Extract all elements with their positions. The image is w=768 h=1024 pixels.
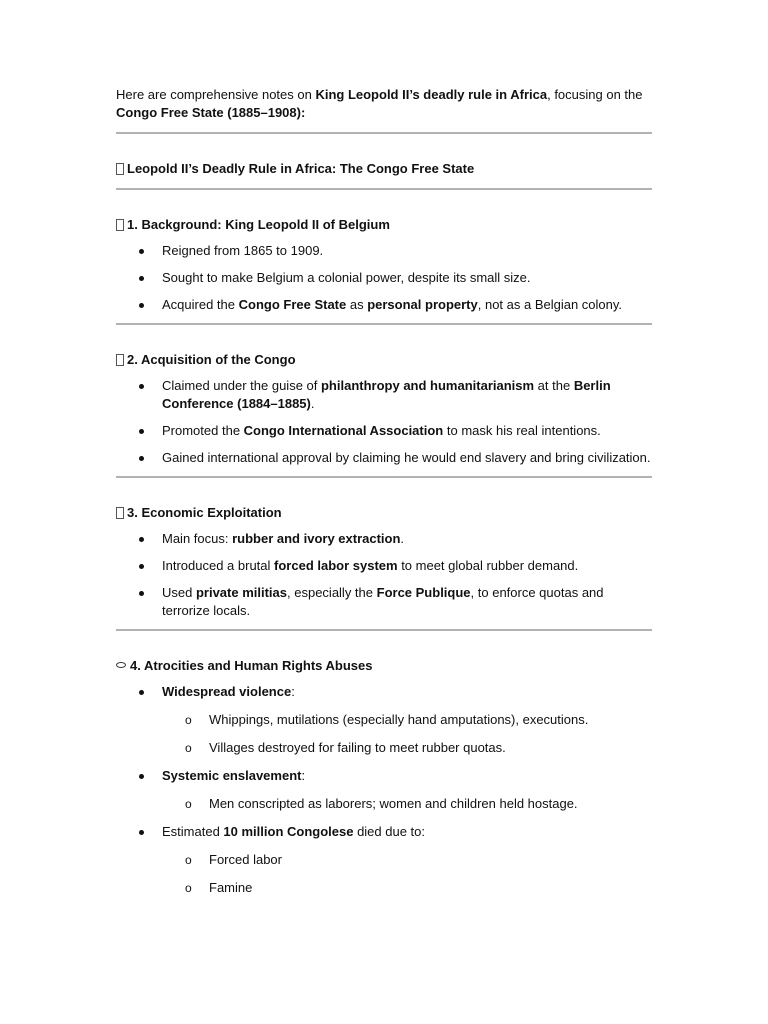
list-item-text: at the: [534, 378, 574, 393]
bullet-list: [116, 377, 652, 467]
list-item-text: died due to:: [353, 824, 426, 839]
list-item-text: Main focus:: [162, 531, 233, 546]
bullet-list: [116, 242, 652, 314]
list-item-bold: 10 million Congolese: [223, 824, 354, 839]
list-item: [116, 269, 652, 287]
intro-text: Here are comprehensive notes on: [116, 87, 316, 102]
list-item-text: Estimated: [162, 824, 224, 839]
list-item-text: :: [301, 768, 306, 783]
list-item-text: , not as a Belgian colony.: [477, 297, 623, 312]
list-item: [116, 296, 652, 314]
list-item-text: :: [291, 684, 295, 699]
sub-list-item-text: Villages destroyed for failing to meet rubber quotas.: [209, 740, 506, 755]
list-item-text: , especially the: [287, 585, 377, 600]
sub-list-item: [162, 711, 652, 729]
list-item-bold: Congo Free State: [238, 297, 347, 312]
list-item-bold: Congo International Association: [243, 423, 444, 438]
list-item-text: Acquired the: [162, 297, 239, 312]
list-item: [116, 449, 652, 467]
list-item-text: Promoted the: [162, 423, 244, 438]
divider: [116, 629, 652, 631]
divider: [116, 476, 652, 478]
sub-list-item-text: Men conscripted as laborers; women and children held hostage.: [209, 796, 578, 811]
list-item-bold: personal property: [367, 297, 478, 312]
list-item: [116, 557, 652, 575]
list-item: [116, 767, 652, 813]
missing-glyph-icon: [116, 354, 124, 366]
section-heading-text: 1. Background: King Leopold II of Belgium: [127, 217, 390, 232]
section-heading: [116, 351, 652, 369]
list-item-bold: rubber and ivory extraction: [232, 531, 401, 546]
section-heading-text: 2. Acquisition of the Congo: [127, 352, 296, 367]
list-item-text: Introduced a brutal: [162, 558, 275, 573]
list-item-text: to meet global rubber demand.: [397, 558, 579, 573]
sub-list-item-text: Whippings, mutilations (especially hand amputations), executions.: [209, 712, 589, 727]
document-body: [116, 86, 652, 907]
list-item-text: Reigned from 1865 to 1909.: [162, 243, 324, 258]
missing-glyph-icon: [116, 219, 124, 231]
divider: [116, 323, 652, 325]
section-heading-text: 3. Economic Exploitation: [127, 505, 282, 520]
divider: [116, 132, 652, 134]
list-item-bold: Berlin Conference (1884–1885): [162, 378, 611, 411]
sub-list-item: [162, 739, 652, 757]
intro-text: , focusing on the: [547, 87, 643, 102]
missing-glyph-icon: [116, 507, 124, 519]
list-item-bold: philanthropy and humanitarianism: [320, 378, 535, 393]
section-heading-text: 4. Atrocities and Human Rights Abuses: [130, 658, 373, 673]
list-item-text: Used: [162, 585, 196, 600]
sub-list-item: [162, 851, 652, 869]
missing-glyph-icon: [116, 163, 124, 175]
list-item-bold: Widespread violence: [162, 684, 292, 699]
intro-bold-topic: King Leopold II’s deadly rule in Africa: [315, 87, 548, 102]
intro-paragraph: [116, 86, 652, 122]
list-item: [116, 422, 652, 440]
document-title: [116, 160, 652, 178]
list-item-text: Sought to make Belgium a colonial power, despite its small size.: [162, 270, 531, 285]
sub-list-item: [162, 879, 652, 897]
list-item-text: to mask his real intentions.: [443, 423, 601, 438]
divider: [116, 188, 652, 190]
list-item-bold: Force Publique: [376, 585, 471, 600]
bullet-list: [116, 683, 652, 897]
list-item-bold: forced labor system: [274, 558, 398, 573]
list-item: [116, 683, 652, 757]
intro-bold-period: Congo Free State (1885–1908):: [116, 105, 306, 120]
sub-list: [162, 851, 652, 897]
sub-list: [162, 795, 652, 813]
list-item-bold: private militias: [195, 585, 288, 600]
sub-list-item: [162, 795, 652, 813]
section-heading: [116, 657, 652, 675]
list-item-text: Claimed under the guise of: [162, 378, 321, 393]
list-item-text: Gained international approval by claiming he would end slavery and bring civilization.: [162, 450, 651, 465]
list-item-text: as: [346, 297, 368, 312]
sub-list-item-text: Forced labor: [209, 852, 282, 867]
bullet-list: [116, 530, 652, 620]
list-item: [116, 242, 652, 260]
sub-list-item-text: Famine: [209, 880, 253, 895]
section-heading: [116, 216, 652, 234]
list-item-text: .: [310, 396, 315, 411]
list-item: [116, 823, 652, 897]
section-heading: [116, 504, 652, 522]
document-title-text: Leopold II’s Deadly Rule in Africa: The Congo Free State: [127, 161, 475, 176]
sub-list: [162, 711, 652, 757]
list-item-bold: Systemic enslavement: [162, 768, 302, 783]
list-item-text: , to enforce quotas and terrorize locals.: [162, 585, 604, 618]
pin-icon: [116, 662, 126, 668]
list-item-text: .: [400, 531, 405, 546]
list-item: [116, 584, 652, 620]
list-item: [116, 377, 652, 413]
list-item: [116, 530, 652, 548]
